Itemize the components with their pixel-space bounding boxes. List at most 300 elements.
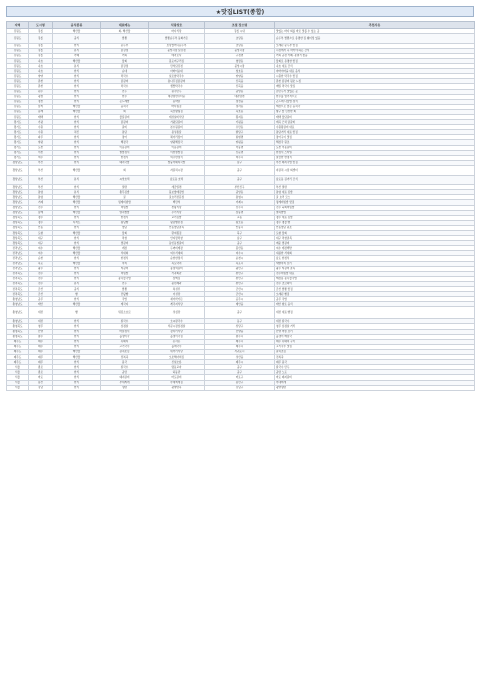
cell-restaurant-name: 새이학가든 [149, 297, 205, 302]
cell-main-menu: 만두 [101, 89, 149, 94]
cell-city: 제주 [29, 344, 53, 349]
cell-restaurant-name: 테라로사 [149, 53, 205, 58]
cell-main-menu: 서대회 [101, 251, 149, 256]
cell-location: 중구 [205, 307, 275, 319]
cell-note: 해장으로 좋은 곰치국 [275, 104, 475, 109]
cell-note: 물회로 유명한 맛집 [275, 58, 475, 63]
cell-restaurant-name: 통나무집닭갈비 [149, 79, 205, 84]
cell-region: 전라북도 [7, 292, 29, 297]
cell-food-type: 한식 [53, 145, 101, 150]
cell-food-type: 한식 [53, 69, 101, 74]
cell-city: 태안 [29, 302, 53, 307]
cell-note: 공주 국밥 [275, 297, 475, 302]
cell-location: 중구 [205, 241, 275, 246]
cell-restaurant-name: 백만석 [149, 200, 205, 205]
cell-restaurant-name: 여수서대회 [149, 251, 205, 256]
cell-restaurant-name: 환여횟집 [149, 230, 205, 235]
cell-main-menu: 콩나물국밥 [101, 276, 149, 281]
cell-food-type: 한식 [53, 375, 101, 380]
cell-location: 신북읍 [205, 79, 275, 84]
cell-note: 남포동 길거리 간식 [275, 175, 475, 185]
cell-region: 서울 [7, 385, 29, 390]
cell-city: 이천 [29, 150, 53, 155]
cell-note: 곰탕 노포 [275, 370, 475, 375]
cell-region: 충청남도 [7, 302, 29, 307]
cell-restaurant-name: 안지랑막창 [149, 236, 205, 241]
cell-city: 포항 [29, 230, 53, 235]
cell-main-menu: 회, 해산물 [101, 29, 149, 34]
table-row[interactable] [7, 165, 475, 175]
cell-restaurant-name: 안동찜닭골목 [149, 225, 205, 230]
cell-location: 초당동 [205, 43, 275, 48]
cell-location: 가평읍 [205, 120, 275, 125]
cell-main-menu: 찜닭 [101, 225, 149, 230]
cell-main-menu: 튀김소보로 [101, 307, 149, 319]
cell-location: 신북읍 [205, 84, 275, 89]
cell-city: 경주 [29, 220, 53, 225]
cell-location: 중구 [205, 165, 275, 175]
cell-location: 이동면 [205, 145, 275, 150]
cell-note: 전주 초코파이 [275, 281, 475, 286]
cell-main-menu: 칼국수 [101, 365, 149, 370]
cell-note: 통닭거리 대표 맛집 [275, 130, 475, 135]
cell-city: 충주 [29, 334, 53, 339]
cell-region: 제주도 [7, 355, 29, 360]
cell-restaurant-name: 올래국수 [149, 344, 205, 349]
cell-main-menu: 이동갈비 [101, 145, 149, 150]
cell-note: 시장에서 꼭 먹어야 하는 간식 [275, 48, 475, 53]
cell-note: 오래된 빵집 [275, 292, 475, 297]
cell-food-type: 한식 [53, 99, 101, 104]
cell-food-type: 한식 [53, 344, 101, 349]
cell-location: 영랑동 [205, 58, 275, 63]
cell-food-type: 해산물 [53, 246, 101, 251]
cell-city: 여수 [29, 246, 53, 251]
cell-note: 단양 마늘 요리 [275, 329, 475, 334]
cell-note: 장어구이 맛집 [275, 135, 475, 140]
cell-food-type: 한식 [53, 385, 101, 390]
restaurant-table [6, 21, 475, 391]
cell-note: 포항 물회 [275, 230, 475, 235]
cell-note: 포천 이동갈비 [275, 145, 475, 150]
cell-food-type: 한식 [53, 205, 101, 210]
cell-main-menu: 순두부 [101, 43, 149, 48]
cell-city: 통영 [29, 195, 53, 200]
cell-main-menu: 국밥 [101, 297, 149, 302]
cell-restaurant-name: 용성통닭 [149, 130, 205, 135]
cell-region: 경상남도 [7, 200, 29, 205]
column-header[interactable]: 도시명 [29, 22, 53, 29]
cell-restaurant-name: 오씨칼국수 [149, 319, 205, 324]
cell-location: 군산시 [205, 292, 275, 297]
cell-region: 경상북도 [7, 230, 29, 235]
cell-location: 마포구 [205, 375, 275, 380]
cell-restaurant-name: 쌍둥이돼지국밥 [149, 160, 205, 165]
cell-food-type: 한식 [53, 360, 101, 365]
cell-main-menu: 닭갈비 [101, 79, 149, 84]
cell-main-menu: 곰탕 [101, 370, 149, 375]
cell-location: 대관령면 [205, 94, 275, 99]
cell-food-type: 한식 [53, 160, 101, 165]
cell-region: 강원도 [7, 34, 29, 44]
cell-food-type: 한식 [53, 215, 101, 220]
cell-restaurant-name: 황남빵본점 [149, 220, 205, 225]
cell-note: 멸치쌈밥 [275, 210, 475, 215]
table-row[interactable] [7, 34, 475, 44]
cell-note: 제주 흑돼지 구이 [275, 339, 475, 344]
cell-food-type: 해산물 [53, 109, 101, 114]
cell-note: 부대찌개 [275, 380, 475, 385]
cell-restaurant-name: 신설오름 [149, 360, 205, 365]
cell-city: 속초 [29, 64, 53, 69]
cell-location: 중구 [205, 175, 275, 185]
cell-region: 강원도 [7, 29, 29, 34]
cell-city: 제주 [29, 339, 53, 344]
cell-main-menu: 곤드레밥 [101, 99, 149, 104]
table-row[interactable] [7, 175, 475, 185]
cell-main-menu: 밀면 [101, 185, 149, 190]
cell-location: 완산구 [205, 271, 275, 276]
cell-location: 완산구 [205, 281, 275, 286]
cell-city: 청주 [29, 324, 53, 329]
cell-food-type: 한식 [53, 329, 101, 334]
cell-main-menu: 비빔밥 [101, 205, 149, 210]
cell-region: 강원도 [7, 53, 29, 58]
cell-city: 포천 [29, 145, 53, 150]
cell-food-type: 치킨 [53, 130, 101, 135]
cell-city: 대구 [29, 236, 53, 241]
cell-location: 초당동 [205, 34, 275, 44]
cell-city: 부산 [29, 165, 53, 175]
cell-main-menu: 짬뽕 [101, 34, 149, 44]
cell-food-type: 한식 [53, 324, 101, 329]
cell-city: 태백 [29, 115, 53, 120]
cell-main-menu: 단팥빵 [101, 292, 149, 297]
cell-location: 여주시 [205, 155, 275, 160]
cell-note: 굴 요리 코스 [275, 195, 475, 200]
cell-food-type: 해산물 [53, 165, 101, 175]
cell-region: 전라북도 [7, 271, 29, 276]
column-header[interactable]: 조절 장소명 [205, 22, 275, 29]
table-body [7, 29, 475, 391]
cell-food-type: 한식 [53, 43, 101, 48]
cell-food-type: 한식 [53, 79, 101, 84]
cell-restaurant-name: 서문시장삼겹살 [149, 324, 205, 329]
cell-region: 강원도 [7, 84, 29, 89]
cell-region: 경기도 [7, 130, 29, 135]
cell-restaurant-name: 목포낙지 [149, 261, 205, 266]
cell-main-menu: 만두 [101, 281, 149, 286]
cell-main-menu: 닭강정 [101, 48, 149, 53]
cell-restaurant-name: 중앙시장 닭강정 [149, 48, 205, 53]
cell-location: 양양읍 [205, 74, 275, 79]
cell-food-type: 분식 [53, 64, 101, 69]
cell-note: 태백 물닭갈비 [275, 115, 475, 120]
cell-region: 경상남도 [7, 190, 29, 195]
cell-region: 경기도 [7, 150, 29, 155]
cell-restaurant-name: 천황식당 [149, 205, 205, 210]
cell-restaurant-name: 가족회관 [149, 271, 205, 276]
cell-note: 대전 칼국수 [275, 319, 475, 324]
cell-region: 경상남도 [7, 210, 29, 215]
cell-restaurant-name: 송정떡갈비 [149, 266, 205, 271]
cell-food-type: 한식 [53, 125, 101, 130]
cell-restaurant-name: 본수원갈비 [149, 125, 205, 130]
cell-city: 목포 [29, 261, 53, 266]
cell-region: 서울 [7, 375, 29, 380]
cell-note: 마포 돼지갈비 [275, 375, 475, 380]
cell-food-type: 해산물 [53, 302, 101, 307]
cell-location: 묵호동 [205, 109, 275, 114]
cell-restaurant-name: 복성루 [149, 287, 205, 292]
cell-city: 강릉 [29, 53, 53, 58]
cell-food-type: 한식 [53, 84, 101, 89]
cell-note: 경주 대표 김밥 [275, 215, 475, 220]
cell-main-menu: 멍게비빔밥 [101, 200, 149, 205]
cell-food-type: 한식 [53, 140, 101, 145]
cell-food-type: 한식 [53, 276, 101, 281]
cell-city: 용산 [29, 380, 53, 385]
cell-restaurant-name: 실로암막국수 [149, 74, 205, 79]
cell-note: 수원왕갈비 대표 [275, 125, 475, 130]
cell-note: 메밀 막국수 맛집 [275, 84, 475, 89]
cell-city: 군산 [29, 287, 53, 292]
cell-restaurant-name: 개금밀면 [149, 185, 205, 190]
cell-region: 서울 [7, 370, 29, 375]
cell-city: 거제 [29, 200, 53, 205]
cell-restaurant-name: 장다리식당 [149, 329, 205, 334]
cell-city: 강남 [29, 385, 53, 390]
cell-region: 전라남도 [7, 266, 29, 271]
cell-region: 경상북도 [7, 225, 29, 230]
cell-city: 종로 [29, 370, 53, 375]
cell-note: 통영 대표 김밥 [275, 190, 475, 195]
cell-restaurant-name: 하동관 [149, 370, 205, 375]
cell-region: 전라남도 [7, 256, 29, 261]
cell-city: 대전 [29, 307, 53, 319]
cell-main-menu: 통닭 [101, 130, 149, 135]
cell-region: 강원도 [7, 99, 29, 104]
cell-region: 전라남도 [7, 261, 29, 266]
cell-restaurant-name: 굴요리전문점 [149, 195, 205, 200]
cell-city: 제주 [29, 355, 53, 360]
cell-note: 곤드레 나물밥 정식 [275, 99, 475, 104]
cell-region: 강원도 [7, 109, 29, 114]
cell-city: 속초 [29, 69, 53, 74]
cell-restaurant-name: 교리김밥 [149, 215, 205, 220]
cell-city: 대전 [29, 319, 53, 324]
cell-food-type: 해산물 [53, 261, 101, 266]
table-header-row [7, 22, 475, 29]
cell-city: 제주 [29, 360, 53, 365]
cell-location: 중앙동 [205, 89, 275, 94]
cell-location: 황오동 [205, 220, 275, 225]
cell-main-menu: 몸국 [101, 360, 149, 365]
cell-note: 경주 명물 빵 [275, 220, 475, 225]
cell-region: 제주도 [7, 344, 29, 349]
cell-main-menu: 마늘정식 [101, 329, 149, 334]
cell-location: 구정면 [205, 53, 275, 58]
cell-food-type: 분식 [53, 190, 101, 195]
column-header[interactable]: 대표메뉴 [101, 22, 149, 29]
cell-city: 전주 [29, 271, 53, 276]
cell-region: 강원도 [7, 104, 29, 109]
cell-location: 용산구 [205, 380, 275, 385]
cell-note: 광주 떡갈비 골목 [275, 266, 475, 271]
cell-location: 우만동 [205, 125, 275, 130]
cell-main-menu: 갈비 [101, 125, 149, 130]
cell-food-type: 한식 [53, 365, 101, 370]
menu-list-page [6, 6, 474, 391]
cell-region: 경기도 [7, 125, 29, 130]
cell-food-type: 해산물 [53, 230, 101, 235]
cell-main-menu: 막창 [101, 236, 149, 241]
cell-main-menu: 막국수 [101, 74, 149, 79]
cell-main-menu: 찜갈비 [101, 241, 149, 246]
cell-food-type: 한식 [53, 380, 101, 385]
cell-city: 평창 [29, 94, 53, 99]
cell-region: 충청남도 [7, 297, 29, 302]
cell-city: 속초 [29, 58, 53, 63]
cell-food-type: 해산물 [53, 355, 101, 360]
cell-region: 경상남도 [7, 160, 29, 165]
cell-main-menu: 칼국수 [101, 319, 149, 324]
cell-restaurant-name: 이동갈비 [149, 145, 205, 150]
cell-food-type: 한식 [53, 135, 101, 140]
cell-location: 정라동 [205, 104, 275, 109]
cell-region: 서울 [7, 365, 29, 370]
cell-restaurant-name: 자갈치시장 [149, 165, 205, 175]
cell-food-type: 한식 [53, 241, 101, 246]
cell-note: 손만두가 맛있는 곳 [275, 89, 475, 94]
cell-note: 시원한 막국수 맛집 [275, 74, 475, 79]
cell-main-menu: 전복죽 [101, 355, 149, 360]
cell-food-type: 한식 [53, 155, 101, 160]
cell-region: 경기도 [7, 135, 29, 140]
cell-note: 멍게비빔밥 맛집 [275, 200, 475, 205]
cell-region: 경상북도 [7, 215, 29, 220]
cell-location: 청호동 [205, 69, 275, 74]
column-header[interactable]: 지역 [7, 22, 29, 29]
cell-restaurant-name: 바다식당 [149, 29, 205, 34]
cell-main-menu: 충무김밥 [101, 190, 149, 195]
cell-region: 경상남도 [7, 195, 29, 200]
cell-note: 청주 삼겹살 거리 [275, 324, 475, 329]
cell-main-menu: 막국수 [101, 84, 149, 89]
cell-food-type: 해산물 [53, 200, 101, 205]
cell-food-type: 한식 [53, 271, 101, 276]
cell-location: 정선읍 [205, 99, 275, 104]
cell-region: 충청북도 [7, 329, 29, 334]
column-header[interactable]: 음식종류 [53, 22, 101, 29]
cell-region: 충청남도 [7, 307, 29, 319]
cell-food-type: 한식 [53, 120, 101, 125]
cell-region: 강원도 [7, 79, 29, 84]
cell-restaurant-name: 게국지식당 [149, 302, 205, 307]
cell-city: 원주 [29, 89, 53, 94]
column-header[interactable]: 식당상호 [149, 22, 205, 29]
cell-main-menu: 낙지 [101, 261, 149, 266]
cell-main-menu: 흑돼지 [101, 339, 149, 344]
cell-note: 항구 앞 신선한 회 [275, 109, 475, 114]
cell-city: 안동 [29, 225, 53, 230]
column-header[interactable]: 추천사유 [275, 22, 475, 29]
cell-main-menu: 곰치국 [101, 104, 149, 109]
cell-note: 진주 육회비빔밥 [275, 205, 475, 210]
cell-city: 광주 [29, 266, 53, 271]
cell-main-menu: 고기국수 [101, 344, 149, 349]
cell-main-menu: 떡갈비 [101, 266, 149, 271]
cell-main-menu: 한정식 [101, 215, 149, 220]
cell-location: 팔달구 [205, 130, 275, 135]
cell-note: 여수 게장백반 [275, 246, 475, 251]
cell-location: 중앙시장 [205, 48, 275, 53]
cell-location: 공주시 [205, 297, 275, 302]
cell-city: 종로 [29, 365, 53, 370]
cell-restaurant-name: 짬뽕순두부 동화가든 [149, 34, 205, 44]
cell-restaurant-name: 만석닭강정 [149, 64, 205, 69]
cell-food-type: 한식 [53, 225, 101, 230]
cell-food-type: 디저트 [53, 220, 101, 225]
cell-restaurant-name: 명동교자 [149, 365, 205, 370]
cell-city: 마포 [29, 375, 53, 380]
cell-note: 아바이마을 대표 음식 [275, 69, 475, 74]
cell-note: 커피 공장 카페, 분위기 좋음 [275, 53, 475, 58]
cell-note: 한우를 합리적으로 [275, 94, 475, 99]
cell-location: 목포시 [205, 261, 275, 266]
cell-food-type: 한식 [53, 266, 101, 271]
cell-restaurant-name: 동인동찜갈비 [149, 241, 205, 246]
cell-city: 통영 [29, 190, 53, 195]
cell-restaurant-name: 올갱이국집 [149, 334, 205, 339]
cell-food-type: 분식 [53, 48, 101, 53]
cell-note: 새콤한 서대회 [275, 251, 475, 256]
cell-note: 대구 막창골목 [275, 236, 475, 241]
cell-restaurant-name: 삼백집 [149, 276, 205, 281]
cell-location: 신둔면 [205, 150, 275, 155]
cell-restaurant-name: 뚱보할매김밥 [149, 190, 205, 195]
cell-region: 강원도 [7, 43, 29, 48]
cell-location: 통영시 [205, 195, 275, 200]
cell-region: 전라남도 [7, 246, 29, 251]
cell-food-type: 한식 [53, 370, 101, 375]
cell-note: 칼국수 만두 [275, 365, 475, 370]
cell-location: 봉산동 [205, 246, 275, 251]
cell-region: 경상남도 [7, 175, 29, 185]
cell-main-menu: 돼지국밥 [101, 160, 149, 165]
cell-food-type: 해산물 [53, 58, 101, 63]
cell-location: 제주시 [205, 344, 275, 349]
cell-city: 춘천 [29, 79, 53, 84]
cell-main-menu: 물회 [101, 58, 149, 63]
cell-location: 안동시 [205, 225, 275, 230]
cell-region: 서울 [7, 380, 29, 385]
cell-food-type: 한식 [53, 236, 101, 241]
cell-city: 부산 [29, 175, 53, 185]
cell-main-menu: 올갱이국 [101, 334, 149, 339]
cell-main-menu: 한정식 [101, 155, 149, 160]
table-row[interactable] [7, 307, 475, 319]
cell-restaurant-name: 샘밭막국수 [149, 84, 205, 89]
cell-restaurant-name: 평양면옥 [149, 385, 205, 390]
cell-location: 광산구 [205, 266, 275, 271]
cell-region: 경상남도 [7, 205, 29, 210]
cell-note: 제주 몸국 [275, 360, 475, 365]
cell-location: 교동 [205, 215, 275, 220]
cell-region: 경상북도 [7, 236, 29, 241]
cell-city: 진주 [29, 205, 53, 210]
table-row[interactable] [7, 385, 475, 390]
